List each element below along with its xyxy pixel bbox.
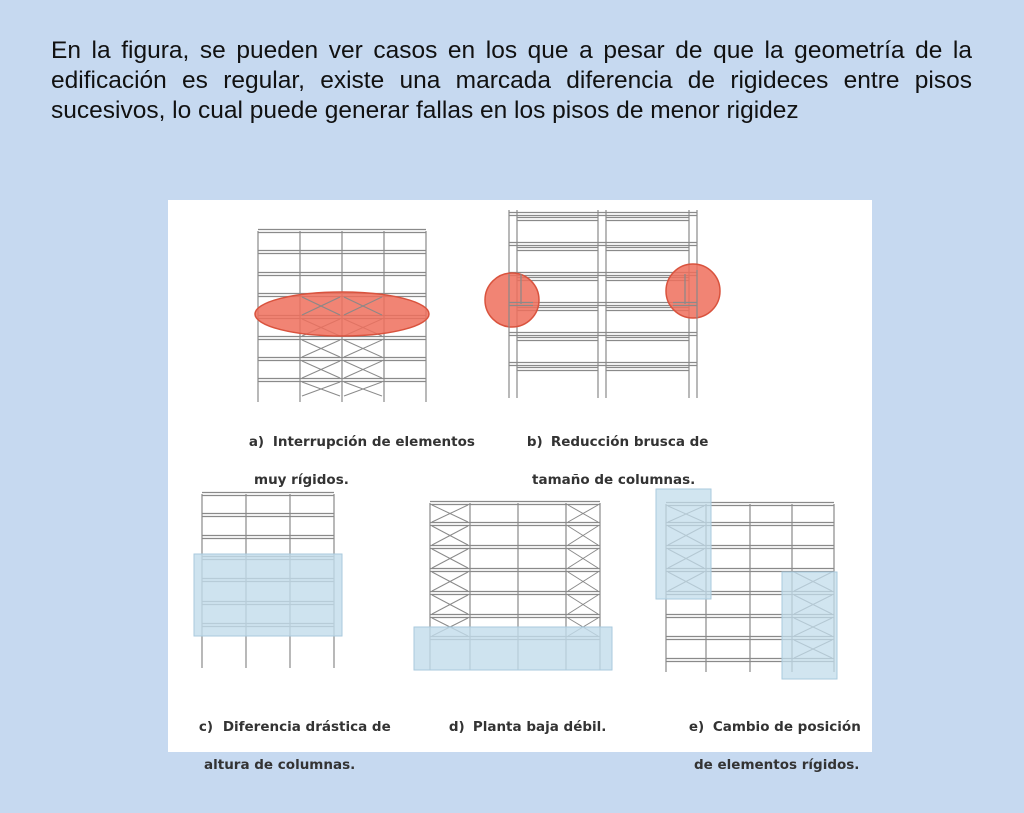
diagram-b-column-reduction — [485, 210, 720, 398]
building-figure-panel — [168, 200, 872, 773]
intro-paragraph: En la figura, se pueden ver casos en los que a pesar de que la geometría de la edificación es regular, existe una marcada diferencia de rigideces entre pisos sucesivos, lo cual puede generar fallas en los pisos de menor rigidez — [51, 37, 972, 124]
caption-d — [430, 699, 606, 756]
caption-e-line1: Cambio de posición — [712, 719, 861, 735]
caption-b-prefix: b) — [526, 434, 543, 450]
caption-b — [508, 414, 708, 528]
highlight-circle-right — [666, 264, 720, 318]
caption-c-line1: Diferencia drástica de — [222, 719, 391, 735]
caption-e — [670, 699, 861, 813]
caption-b-line1: Reducción brusca de — [550, 434, 709, 450]
caption-a-line1: Interrupción de elementos — [272, 434, 475, 450]
highlight-zone — [414, 627, 612, 670]
highlight-circle-left — [485, 273, 539, 327]
caption-c — [180, 699, 391, 813]
caption-b-line2: tamaño de columnas. — [532, 472, 696, 488]
caption-d-prefix: d) — [448, 719, 465, 735]
caption-e-line2: de elementos rígidos. — [694, 757, 860, 773]
highlight-zone-lower — [782, 572, 837, 679]
caption-d-line1: Planta baja débil. — [472, 719, 607, 735]
highlight-ellipse — [255, 292, 429, 336]
highlight-zone — [194, 554, 342, 636]
caption-a-prefix: a) — [248, 434, 265, 450]
diagram-a-interruption — [255, 230, 429, 403]
caption-c-line2: altura de columnas. — [204, 757, 356, 773]
caption-a — [230, 414, 475, 528]
caption-e-prefix: e) — [688, 719, 705, 735]
caption-c-prefix: c) — [198, 719, 213, 735]
caption-a-line2: muy rígidos. — [254, 472, 349, 488]
